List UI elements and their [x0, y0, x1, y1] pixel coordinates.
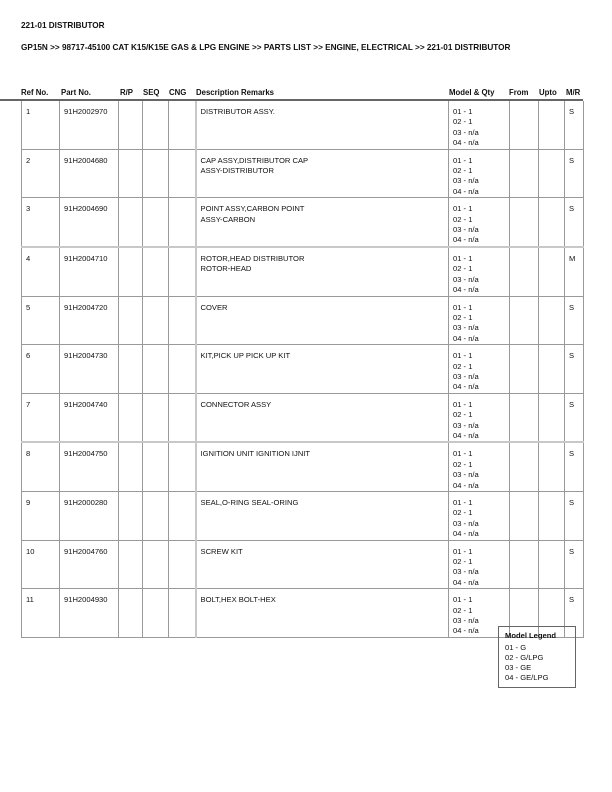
part-no-cell: 91H2004930 [60, 589, 119, 638]
cng-cell [169, 247, 196, 296]
model-qty-cell [449, 247, 510, 296]
seq-cell [143, 492, 169, 541]
cng-cell [169, 296, 196, 345]
description-cell [196, 589, 449, 638]
seq-cell [143, 540, 169, 589]
upto-cell [539, 247, 565, 296]
legend-item: 04 - GE/LPG [505, 673, 549, 682]
model-qty-line: 01 - 1 [453, 546, 473, 556]
parts-table [21, 101, 584, 638]
model-qty-line: 04 - n/a [453, 577, 479, 587]
model-qty-line: 03 - n/a [453, 371, 479, 381]
model-qty-line: 02 - 1 [453, 459, 473, 469]
description-line: CAP ASSY,DISTRIBUTOR CAP [200, 155, 309, 165]
from-cell [510, 101, 539, 149]
model-qty-line: 03 - n/a [453, 518, 479, 528]
model-qty-line: 02 - 1 [453, 312, 473, 322]
description-line: ASSY-CARBON [200, 214, 256, 224]
mr-cell: S [565, 101, 584, 149]
cng-cell [169, 101, 196, 149]
from-cell [510, 492, 539, 541]
table-row [22, 198, 584, 247]
mr-cell: S [565, 589, 584, 638]
seq-cell [143, 442, 169, 491]
rp-cell [119, 345, 143, 394]
rp-cell [119, 101, 143, 149]
header-ref-no: Ref No. [21, 88, 49, 97]
ref-cell: 7 [22, 393, 60, 442]
model-qty-line: 02 - 1 [453, 361, 473, 371]
mr-cell: S [565, 296, 584, 345]
ref-cell: 2 [22, 149, 60, 198]
from-cell [510, 393, 539, 442]
upto-cell [539, 442, 565, 491]
header-mr: M/R [566, 88, 581, 97]
seq-cell [143, 247, 169, 296]
ref-cell: 3 [22, 198, 60, 247]
model-qty-line: 04 - n/a [453, 138, 479, 148]
model-qty-line: 02 - 1 [453, 410, 473, 420]
table-row [22, 101, 584, 149]
mr-cell: S [565, 393, 584, 442]
model-qty-line: 04 - n/a [453, 235, 479, 245]
header-upto: Upto [539, 88, 557, 97]
table-row [22, 345, 584, 394]
model-qty-cell [449, 198, 510, 247]
model-qty-line: 02 - 1 [453, 557, 473, 567]
ref-cell: 9 [22, 492, 60, 541]
part-no-cell: 91H2004760 [60, 540, 119, 589]
model-qty-line: 03 - n/a [453, 470, 479, 480]
description-cell [196, 442, 449, 491]
model-qty-line: 03 - n/a [453, 176, 479, 186]
model-qty-line: 01 - 1 [453, 253, 473, 263]
legend-item: 02 - G/LPG [505, 653, 544, 662]
part-no-cell: 91H2004690 [60, 198, 119, 247]
model-qty-line: 02 - 1 [453, 605, 473, 615]
upto-cell [539, 198, 565, 247]
rp-cell [119, 442, 143, 491]
upto-cell [539, 296, 565, 345]
description-line: COVER [200, 302, 228, 312]
seq-cell [143, 149, 169, 198]
model-qty-line: 01 - 1 [453, 351, 473, 361]
rp-cell [119, 540, 143, 589]
ref-cell: 1 [22, 101, 60, 149]
part-no-cell: 91H2004680 [60, 149, 119, 198]
description-cell [196, 296, 449, 345]
header-rp: R/P [120, 88, 133, 97]
header-cng: CNG [169, 88, 187, 97]
page-title: 221-01 DISTRIBUTOR [21, 21, 105, 30]
description-line: SCREW KIT [200, 546, 243, 556]
model-qty-line: 01 - 1 [453, 595, 473, 605]
model-qty-line: 04 - n/a [453, 382, 479, 392]
from-cell [510, 149, 539, 198]
model-qty-cell [449, 101, 510, 149]
part-no-cell: 91H2004730 [60, 345, 119, 394]
cng-cell [169, 589, 196, 638]
description-line: BOLT,HEX BOLT-HEX [200, 595, 276, 605]
description-cell [196, 540, 449, 589]
cng-cell [169, 492, 196, 541]
model-qty-cell [449, 149, 510, 198]
ref-cell: 11 [22, 589, 60, 638]
part-no-cell: 91H2004750 [60, 442, 119, 491]
ref-cell: 6 [22, 345, 60, 394]
upto-cell [539, 149, 565, 198]
model-qty-line: 03 - n/a [453, 567, 479, 577]
cng-cell [169, 198, 196, 247]
model-qty-line: 01 - 1 [453, 449, 473, 459]
part-no-cell: 91H2002970 [60, 101, 119, 149]
model-qty-line: 04 - n/a [453, 480, 479, 490]
header-description: Description Remarks [196, 88, 274, 97]
breadcrumb: GP15N >> 98717-45100 CAT K15/K15E GAS & LPG ENGINE >> PARTS LIST >> ENGINE, ELECTRICAL >> 221-01 DISTRIBUTOR [21, 43, 511, 52]
model-qty-line: 03 - n/a [453, 127, 479, 137]
model-qty-line: 04 - n/a [453, 430, 479, 440]
mr-cell: S [565, 540, 584, 589]
description-cell [196, 247, 449, 296]
rp-cell [119, 393, 143, 442]
upto-cell [539, 540, 565, 589]
rp-cell [119, 492, 143, 541]
header-from: From [509, 88, 529, 97]
seq-cell [143, 198, 169, 247]
legend-item: 01 - G [505, 643, 527, 652]
cng-cell [169, 149, 196, 198]
table-row [22, 247, 584, 296]
table-row [22, 393, 584, 442]
ref-cell: 4 [22, 247, 60, 296]
rp-cell [119, 589, 143, 638]
description-line: SEAL,O-RING SEAL-ORING [200, 498, 299, 507]
description-line: ROTOR,HEAD DISTRIBUTOR [200, 253, 305, 263]
seq-cell [143, 345, 169, 394]
legend-item: 03 - GE [505, 663, 532, 672]
description-line: DISTRIBUTOR ASSY. [200, 107, 275, 116]
model-qty-cell [449, 540, 510, 589]
model-qty-cell [449, 393, 510, 442]
description-line: IGNITION UNIT IGNITION IJNIT [200, 449, 311, 459]
description-cell [196, 101, 449, 149]
table-row [22, 492, 584, 541]
model-qty-line: 02 - 1 [453, 166, 473, 176]
description-cell [196, 393, 449, 442]
ref-cell: 8 [22, 442, 60, 491]
header-part-no: Part No. [61, 88, 91, 97]
model-qty-cell [449, 492, 510, 541]
from-cell [510, 442, 539, 491]
model-qty-cell [449, 296, 510, 345]
header-seq: SEQ [143, 88, 160, 97]
model-qty-line: 04 - n/a [453, 186, 479, 196]
table-row [22, 442, 584, 491]
description-cell [196, 345, 449, 394]
table-row [22, 296, 584, 345]
cng-cell [169, 345, 196, 394]
mr-cell: M [565, 247, 584, 296]
description-line: ROTOR-HEAD [200, 264, 252, 274]
model-qty-line: 01 - 1 [453, 302, 473, 312]
from-cell [510, 198, 539, 247]
model-qty-line: 02 - 1 [453, 264, 473, 274]
seq-cell [143, 101, 169, 149]
model-qty-cell [449, 442, 510, 491]
model-qty-line: 02 - 1 [453, 214, 473, 224]
model-qty-line: 02 - 1 [453, 508, 473, 518]
description-line: ASSY-DISTRIBUTOR [200, 166, 274, 176]
model-qty-line: 03 - n/a [453, 420, 479, 430]
model-qty-line: 01 - 1 [453, 399, 473, 409]
seq-cell [143, 393, 169, 442]
description-cell [196, 149, 449, 198]
rp-cell [119, 247, 143, 296]
model-qty-line: 02 - 1 [453, 117, 473, 127]
description-line: KIT,PICK UP PICK UP KIT [200, 351, 291, 361]
mr-cell: S [565, 198, 584, 247]
header-model-qty: Model & Qty [449, 88, 495, 97]
upto-cell [539, 492, 565, 541]
model-qty-line: 04 - n/a [453, 285, 479, 295]
model-qty-line: 03 - n/a [453, 274, 479, 284]
ref-cell: 5 [22, 296, 60, 345]
model-legend [498, 626, 576, 688]
seq-cell [143, 296, 169, 345]
upto-cell [539, 101, 565, 149]
rp-cell [119, 149, 143, 198]
description-line: CONNECTOR ASSY [200, 399, 272, 409]
cng-cell [169, 393, 196, 442]
part-no-cell: 91H2000280 [60, 492, 119, 541]
from-cell [510, 247, 539, 296]
model-qty-line: 04 - n/a [453, 529, 479, 539]
model-qty-line: 03 - n/a [453, 616, 479, 626]
rp-cell [119, 198, 143, 247]
model-qty-line: 04 - n/a [453, 333, 479, 343]
mr-cell: S [565, 149, 584, 198]
description-line: POINT ASSY,CARBON POINT [200, 204, 305, 214]
mr-cell: S [565, 345, 584, 394]
table-row [22, 540, 584, 589]
cng-cell [169, 442, 196, 491]
model-qty-line: 03 - n/a [453, 225, 479, 235]
from-cell [510, 540, 539, 589]
model-qty-line: 04 - n/a [453, 626, 479, 636]
from-cell [510, 345, 539, 394]
model-qty-line: 01 - 1 [453, 204, 473, 214]
rp-cell [119, 296, 143, 345]
model-qty-line: 01 - 1 [453, 155, 473, 165]
mr-cell: S [565, 442, 584, 491]
part-no-cell: 91H2004740 [60, 393, 119, 442]
table-row [22, 149, 584, 198]
legend-title: Model Legend [505, 631, 557, 640]
mr-cell: S [565, 492, 584, 541]
model-qty-cell [449, 345, 510, 394]
part-no-cell: 91H2004710 [60, 247, 119, 296]
seq-cell [143, 589, 169, 638]
model-qty-line: 01 - 1 [453, 107, 473, 116]
part-no-cell: 91H2004720 [60, 296, 119, 345]
description-cell [196, 198, 449, 247]
ref-cell: 10 [22, 540, 60, 589]
upto-cell [539, 345, 565, 394]
description-cell [196, 492, 449, 541]
from-cell [510, 296, 539, 345]
model-qty-line: 01 - 1 [453, 498, 473, 507]
model-qty-line: 03 - n/a [453, 323, 479, 333]
cng-cell [169, 540, 196, 589]
upto-cell [539, 393, 565, 442]
